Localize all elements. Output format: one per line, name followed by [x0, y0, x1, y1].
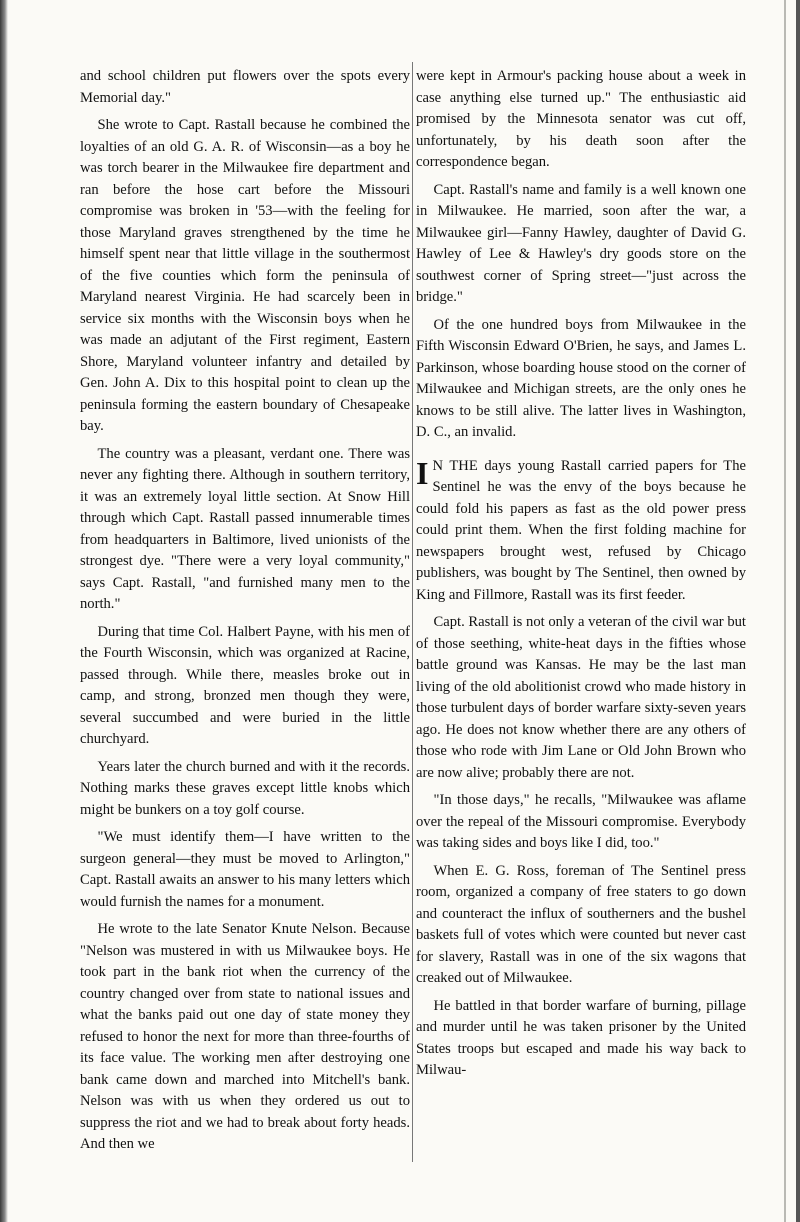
- paragraph: He battled in that border warfare of burning, pillage and murder until he was taken prisoner by the United States troops but escaped and made his way back to Milwau-: [416, 997, 746, 1078]
- scan-right-rule: [784, 0, 786, 1222]
- paragraph: "In those days," he recalls, "Milwaukee was aflame over the repeal of the Missouri compromise. Everybody was taking sides and boys like I did, too.": [416, 792, 746, 851]
- scan-right-edge: [796, 0, 800, 1222]
- left-column: [80, 66, 410, 1162]
- paragraph: Capt. Rastall is not only a veteran of the civil war but of those seething, white-heat days in the fifties whose battle ground was Kansas. He may be the last man living of the old abolitionist crowd who made history in those turbulent days of border warfare sixty-seven years ago. He does not know whether there are any others of those who rode with Jim Lane or Old John Brown who are now alive; probably there are not.: [416, 614, 746, 781]
- right-column: [416, 66, 746, 1088]
- paragraph: During that time Col. Halbert Payne, with his men of the Fourth Wisconsin, which was organized at Racine, passed through. While there, measles broke out in camp, and strong, bronzed men though they were, several succumbed and were buried in the little churchyard.: [80, 623, 410, 747]
- paragraph: He wrote to the late Senator Knute Nelson. Because "Nelson was mustered in with us Milwaukee boys. He took part in the bank riot when the currency of the country changed over from state to national issues and what the banks paid out one day of state money they refused to honor the next for more than three-fourths of its face value. The working men after destroying one bank came down and marched into Mitchell's bank. Nelson was with us when they ordered us out to suppress the riot and we had to break about forty heads. And then we: [80, 921, 410, 1152]
- paragraph: When E. G. Ross, foreman of The Sentinel press room, organized a company of free staters to go down and counteract the influx of southerners and the bushel baskets full of votes which were counted but never cast for slavery, Rastall was in one of the six wagons that creaked out of Milwaukee.: [416, 862, 746, 986]
- scan-left-edge: [0, 0, 8, 1222]
- paragraph: Of the one hundred boys from Milwaukee in the Fifth Wisconsin Edward O'Brien, he says, and James L. Parkinson, whose boarding house stood on the corner of Milwaukee and Michigan streets, are the only ones he knows to be still alive. The latter lives in Washington, D. C., an invalid.: [416, 316, 746, 440]
- paragraph: She wrote to Capt. Rastall because he combined the loyalties of an old G. A. R. of Wisconsin—as a boy he was torch bearer in the Milwaukee fire department and ran before the hose cart before the Missouri compromise was broken in '53—with the feeling for those Maryland graves strengthened by the time he himself spent near that little village in the southermost of the five counties which form the peninsula of Maryland nearest Virginia. He had scarcely been in service six months with the Wisconsin boys when he was made an adjutant of the First regiment, Eastern Shore, Maryland volunteer infantry and detailed by Gen. John A. Dix to this hospital point to clean up the peninsula forming the eastern boundary of Chesapeake bay.: [80, 117, 410, 434]
- section-opening-paragraph: IN THE days young Rastall carried papers for The Sentinel he was the envy of the boys because he could fold his papers as fast as the old power press could print them. When the first folding machine for newspapers brought west, refused by Chicago publishers, was bought by The Sentinel, then owned by King and Fillmore, Rastall was its first feeder.: [416, 454, 746, 603]
- paragraph: were kept in Armour's packing house about a week in case anything else turned up." The enthusiastic aid promised by the Minnesota senator was cut off, unfortunately, by his death soon after the correspondence began.: [416, 68, 746, 170]
- paragraph: Capt. Rastall's name and family is a well known one in Milwaukee. He married, soon after the war, a Milwaukee girl—Fanny Hawley, daughter of David G. Hawley of Lee & Hawley's dry goods store on the southwest corner of Spring street—"just across the bridge.": [416, 181, 746, 305]
- paragraph: "We must identify them—I have written to the surgeon general—they must be moved to Arlington," Capt. Rastall awaits an answer to his many letters which would furnish the names for a monument.: [80, 829, 410, 910]
- paragraph: Years later the church burned and with it the records. Nothing marks these graves except little knobs which might be bunkers on a toy golf course.: [80, 758, 410, 818]
- paragraph: and school children put flowers over the spots every Memorial day.": [80, 68, 410, 106]
- column-divider: [412, 62, 413, 1162]
- paragraph: The country was a pleasant, verdant one. There was never any fighting there. Although in southern territory, it was an extremely loyal little section. At Snow Hill through which Capt. Rastall passed innumerable times from headquarters in Baltimore, lived unionists of the strongest dye. "There were a very loyal community," says Capt. Rastall, "and furnished many men to the north.": [80, 445, 410, 612]
